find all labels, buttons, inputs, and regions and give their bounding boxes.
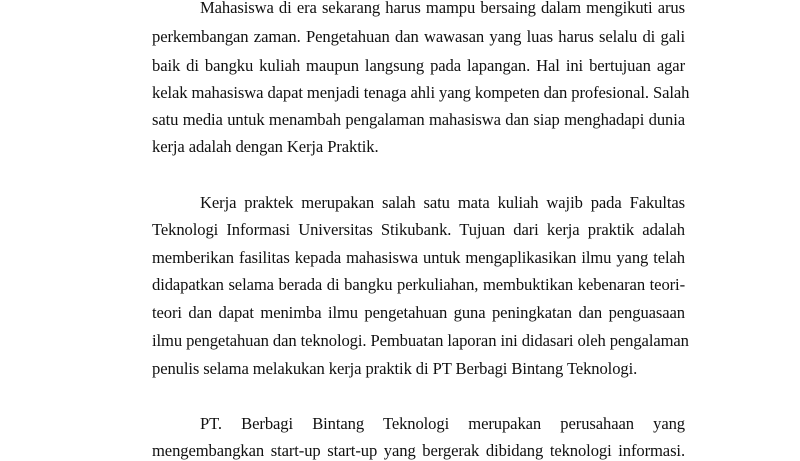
paragraph-line: satu media untuk menambah pengalaman mahasiswa dan siap menghadapi dunia (152, 110, 685, 129)
paragraph-line: mengembangkan start-up start-up yang bergerak dibidang teknologi informasi. (152, 441, 685, 460)
paragraph-line: ilmu pengetahuan dan teknologi. Pembuatan laporan ini didasari oleh pengalaman (152, 331, 689, 350)
paragraph-line: kerja adalah dengan Kerja Praktik. (152, 137, 379, 156)
paragraph-line: penulis selama melakukan kerja praktik di PT Berbagi Bintang Teknologi. (152, 359, 638, 378)
paragraph-line: Teknologi Informasi Universitas Stikubank. Tujuan dari kerja praktik adalah (152, 220, 685, 239)
paragraph-line: baik di bangku kuliah maupun langsung pada lapangan. Hal ini bertujuan agar (152, 56, 685, 75)
paragraph-line: perkembangan zaman. Pengetahuan dan wawasan yang luas harus selalu di gali (152, 27, 685, 46)
paragraph-line: didapatkan selama berada di bangku perkuliahan, membuktikan kebenaran teori- (152, 275, 685, 294)
paragraph-line: kelak mahasiswa dapat menjadi tenaga ahli yang kompeten dan profesional. Salah (152, 83, 690, 102)
paragraph-line: Kerja praktek merupakan salah satu mata kuliah wajib pada Fakultas (200, 193, 685, 212)
paragraph-line: memberikan fasilitas kepada mahasiswa untuk mengaplikasikan ilmu yang telah (152, 248, 685, 267)
paragraph-line: Mahasiswa di era sekarang harus mampu bersaing dalam mengikuti arus (200, 0, 685, 17)
paragraph-line: teori dan dapat menimba ilmu pengetahuan guna peningkatan dan penguasaan (152, 303, 685, 322)
paragraph-line: PT. Berbagi Bintang Teknologi merupakan perusahaan yang (200, 414, 685, 433)
